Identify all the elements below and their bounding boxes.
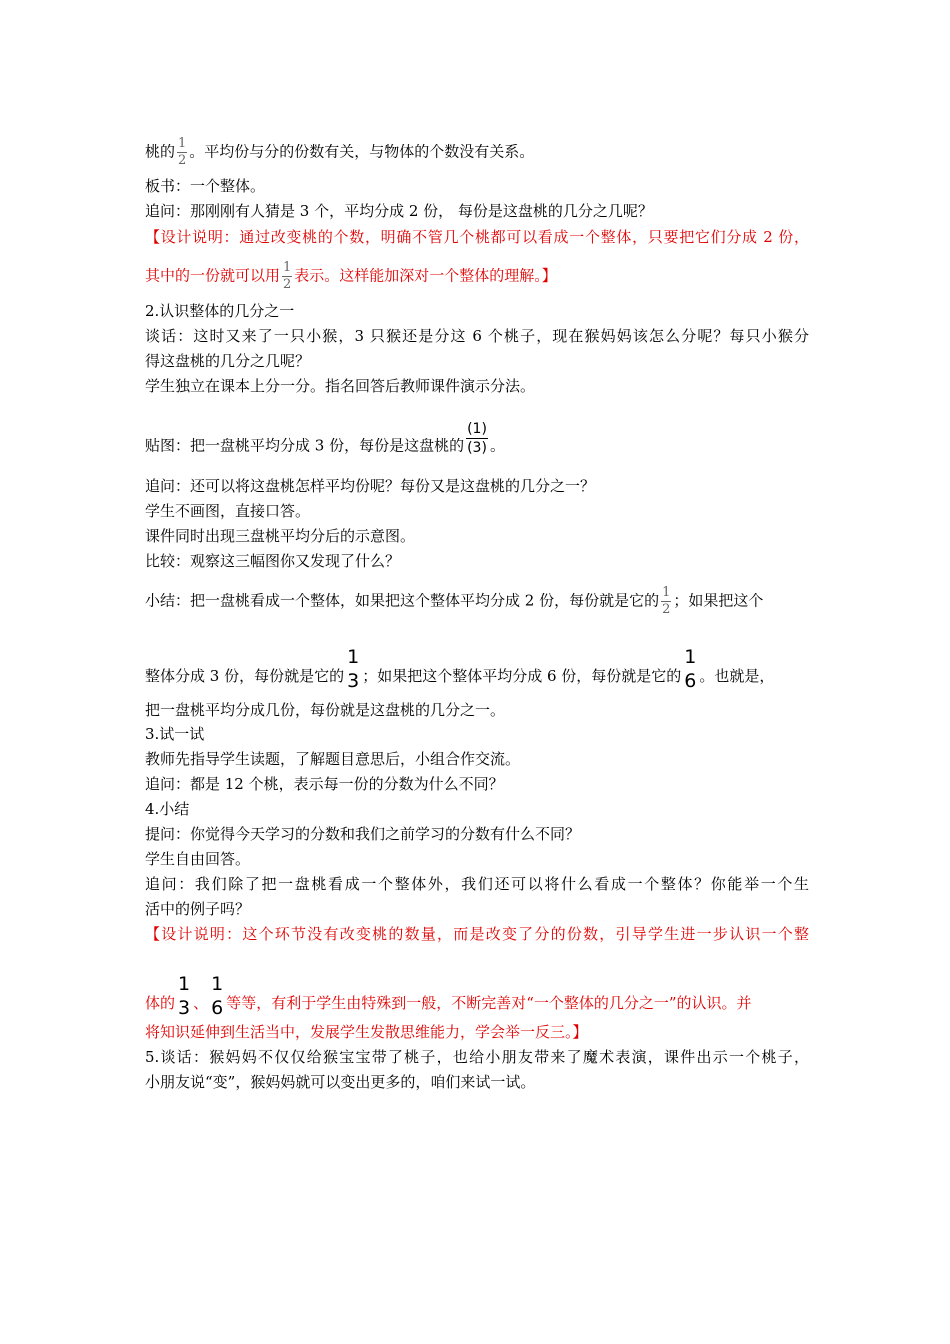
fraction-one-sixth — [210, 972, 224, 1020]
magic-show-line-1: 5.谈话：猴妈妈不仅仅给猴宝宝带了桃子，也给小朋友带来了魔术表演，课件出示一个桃子， — [145, 1048, 809, 1066]
fraction-numerator: 1 — [283, 260, 292, 275]
section-heading-2: 2.认识整体的几分之一 — [145, 302, 295, 320]
summary-line-2 — [145, 646, 775, 692]
poster-line — [145, 421, 505, 456]
summary-line-1 — [145, 585, 764, 617]
dialogue-line-1: 谈话：这时又来了一只小猴，3 只猴还是分这 6 个桃子，现在猴妈妈该怎么分呢？每只小猴分 — [145, 327, 809, 345]
fraction-denominator: 6 — [211, 997, 224, 1019]
design-note-line-2 — [145, 260, 557, 292]
fraction-numerator: (1) — [467, 421, 487, 437]
question-prompt: 提问：你觉得今天学习的分数和我们之前学习的分数有什么不同？ — [145, 825, 581, 843]
summary-line-3: 把一盘桃平均分成几份，每份就是这盘桃的几分之一。 — [145, 701, 506, 719]
text: 贴图：把一盘桃平均分成 3 份，每份是这盘桃的 — [145, 436, 465, 455]
blackboard-note: 板书：一个整体。 — [145, 177, 266, 195]
fraction-denominator: 2 — [283, 277, 292, 292]
fraction-denominator: (3) — [467, 440, 487, 456]
design-note-2-line-1: 【设计说明：这个环节没有改变桃的数量，而是改变了分的份数，引导学生进一步认识一个整 — [145, 925, 809, 943]
follow-up-question-4-line-1: 追问：我们除了把一盘桃看成一个整体外，我们还可以将什么看成一个整体？你能举一个生 — [145, 875, 809, 893]
fraction-one-third — [177, 972, 191, 1020]
text: 小结：把一盘桃看成一个整体，如果把这个整体平均分成 2 份，每份就是它的 — [145, 591, 660, 610]
text: 桃的 — [145, 142, 176, 161]
fraction-denominator: 2 — [662, 602, 671, 617]
fraction-numerator: 1 — [178, 973, 191, 995]
follow-up-question-4-line-2: 活中的例子吗？ — [145, 900, 251, 918]
design-note-2-line-2 — [145, 973, 752, 1019]
fraction-one-sixth — [683, 645, 697, 693]
fraction-denominator: 3 — [178, 997, 191, 1019]
follow-up-question: 追问：那刚刚有人猜是 3 个，平均分成 2 份， 每份是这盘桃的几分之几呢？ — [145, 202, 653, 220]
text: 体的 — [145, 994, 176, 1012]
section-heading-4: 4.小结 — [145, 800, 190, 818]
fraction-one-third — [346, 645, 360, 693]
fraction-numerator: 1 — [178, 136, 187, 151]
text: ；如果把这个整体平均分成 6 份，每份就是它的 — [362, 667, 682, 685]
student-oral-answer: 学生不画图，直接口答。 — [145, 502, 311, 520]
fraction-denominator: 6 — [684, 670, 697, 692]
text: 表示。这样能加深对一个整体的理解。】 — [294, 266, 557, 285]
fraction-numerator: 1 — [211, 973, 224, 995]
fraction-denominator: 3 — [347, 670, 360, 692]
fraction-numerator: 1 — [662, 585, 671, 600]
text: 。平均份与分的份数有关，与物体的个数没有关系。 — [189, 142, 535, 161]
text: 。 — [489, 436, 505, 455]
text: ；如果把这个 — [673, 591, 764, 610]
courseware-note: 课件同时出现三盘桃平均分后的示意图。 — [145, 527, 416, 545]
fraction-denominator: 2 — [178, 153, 187, 168]
dialogue-line-2: 得这盘桃的几分之几呢？ — [145, 352, 311, 370]
follow-up-question-2: 追问：还可以将这盘桃怎样平均份呢？每份又是这盘桃的几分之一？ — [145, 477, 596, 495]
student-free-answer: 学生自由回答。 — [145, 850, 251, 868]
text: 。也就是， — [699, 667, 775, 685]
magic-show-line-2: 小朋友说“变”，猴妈妈就可以变出更多的，咱们来试一试。 — [145, 1073, 536, 1091]
fraction-one-half — [282, 260, 292, 293]
comparison-prompt: 比较：观察这三幅图你又发现了什么？ — [145, 552, 401, 570]
design-note-line-1: 【设计说明：通过改变桃的个数，明确不管几个桃都可以看成一个整体，只要把它们分成 2 份， — [145, 228, 809, 246]
design-note-2-line-3: 将知识延伸到生活当中，发展学生发散思维能力，学会举一反三。】 — [145, 1023, 588, 1041]
fraction-one-half — [661, 585, 671, 618]
text: 等等，有利于学生由特殊到一般，不断完善对“一个整体的几分之一”的认识。并 — [226, 994, 752, 1012]
student-activity: 学生独立在课本上分一分。指名回答后教师课件演示分法。 — [145, 377, 536, 395]
fraction-numerator: 1 — [684, 646, 697, 668]
paragraph-line-1 — [145, 136, 535, 168]
follow-up-question-3: 追问：都是 12 个桃，表示每一份的分数为什么不同？ — [145, 775, 504, 793]
fraction-one-third-parenthesized — [466, 420, 488, 457]
text: 其中的一份就可以用 — [145, 266, 281, 285]
section-heading-3: 3.试一试 — [145, 725, 205, 743]
fraction-one-half — [177, 136, 187, 169]
text: 、 — [193, 994, 209, 1012]
text: 整体分成 3 份，每份就是它的 — [145, 667, 345, 685]
teacher-guidance: 教师先指导学生读题，了解题目意思后，小组合作交流。 — [145, 750, 521, 768]
fraction-numerator: 1 — [347, 646, 360, 668]
